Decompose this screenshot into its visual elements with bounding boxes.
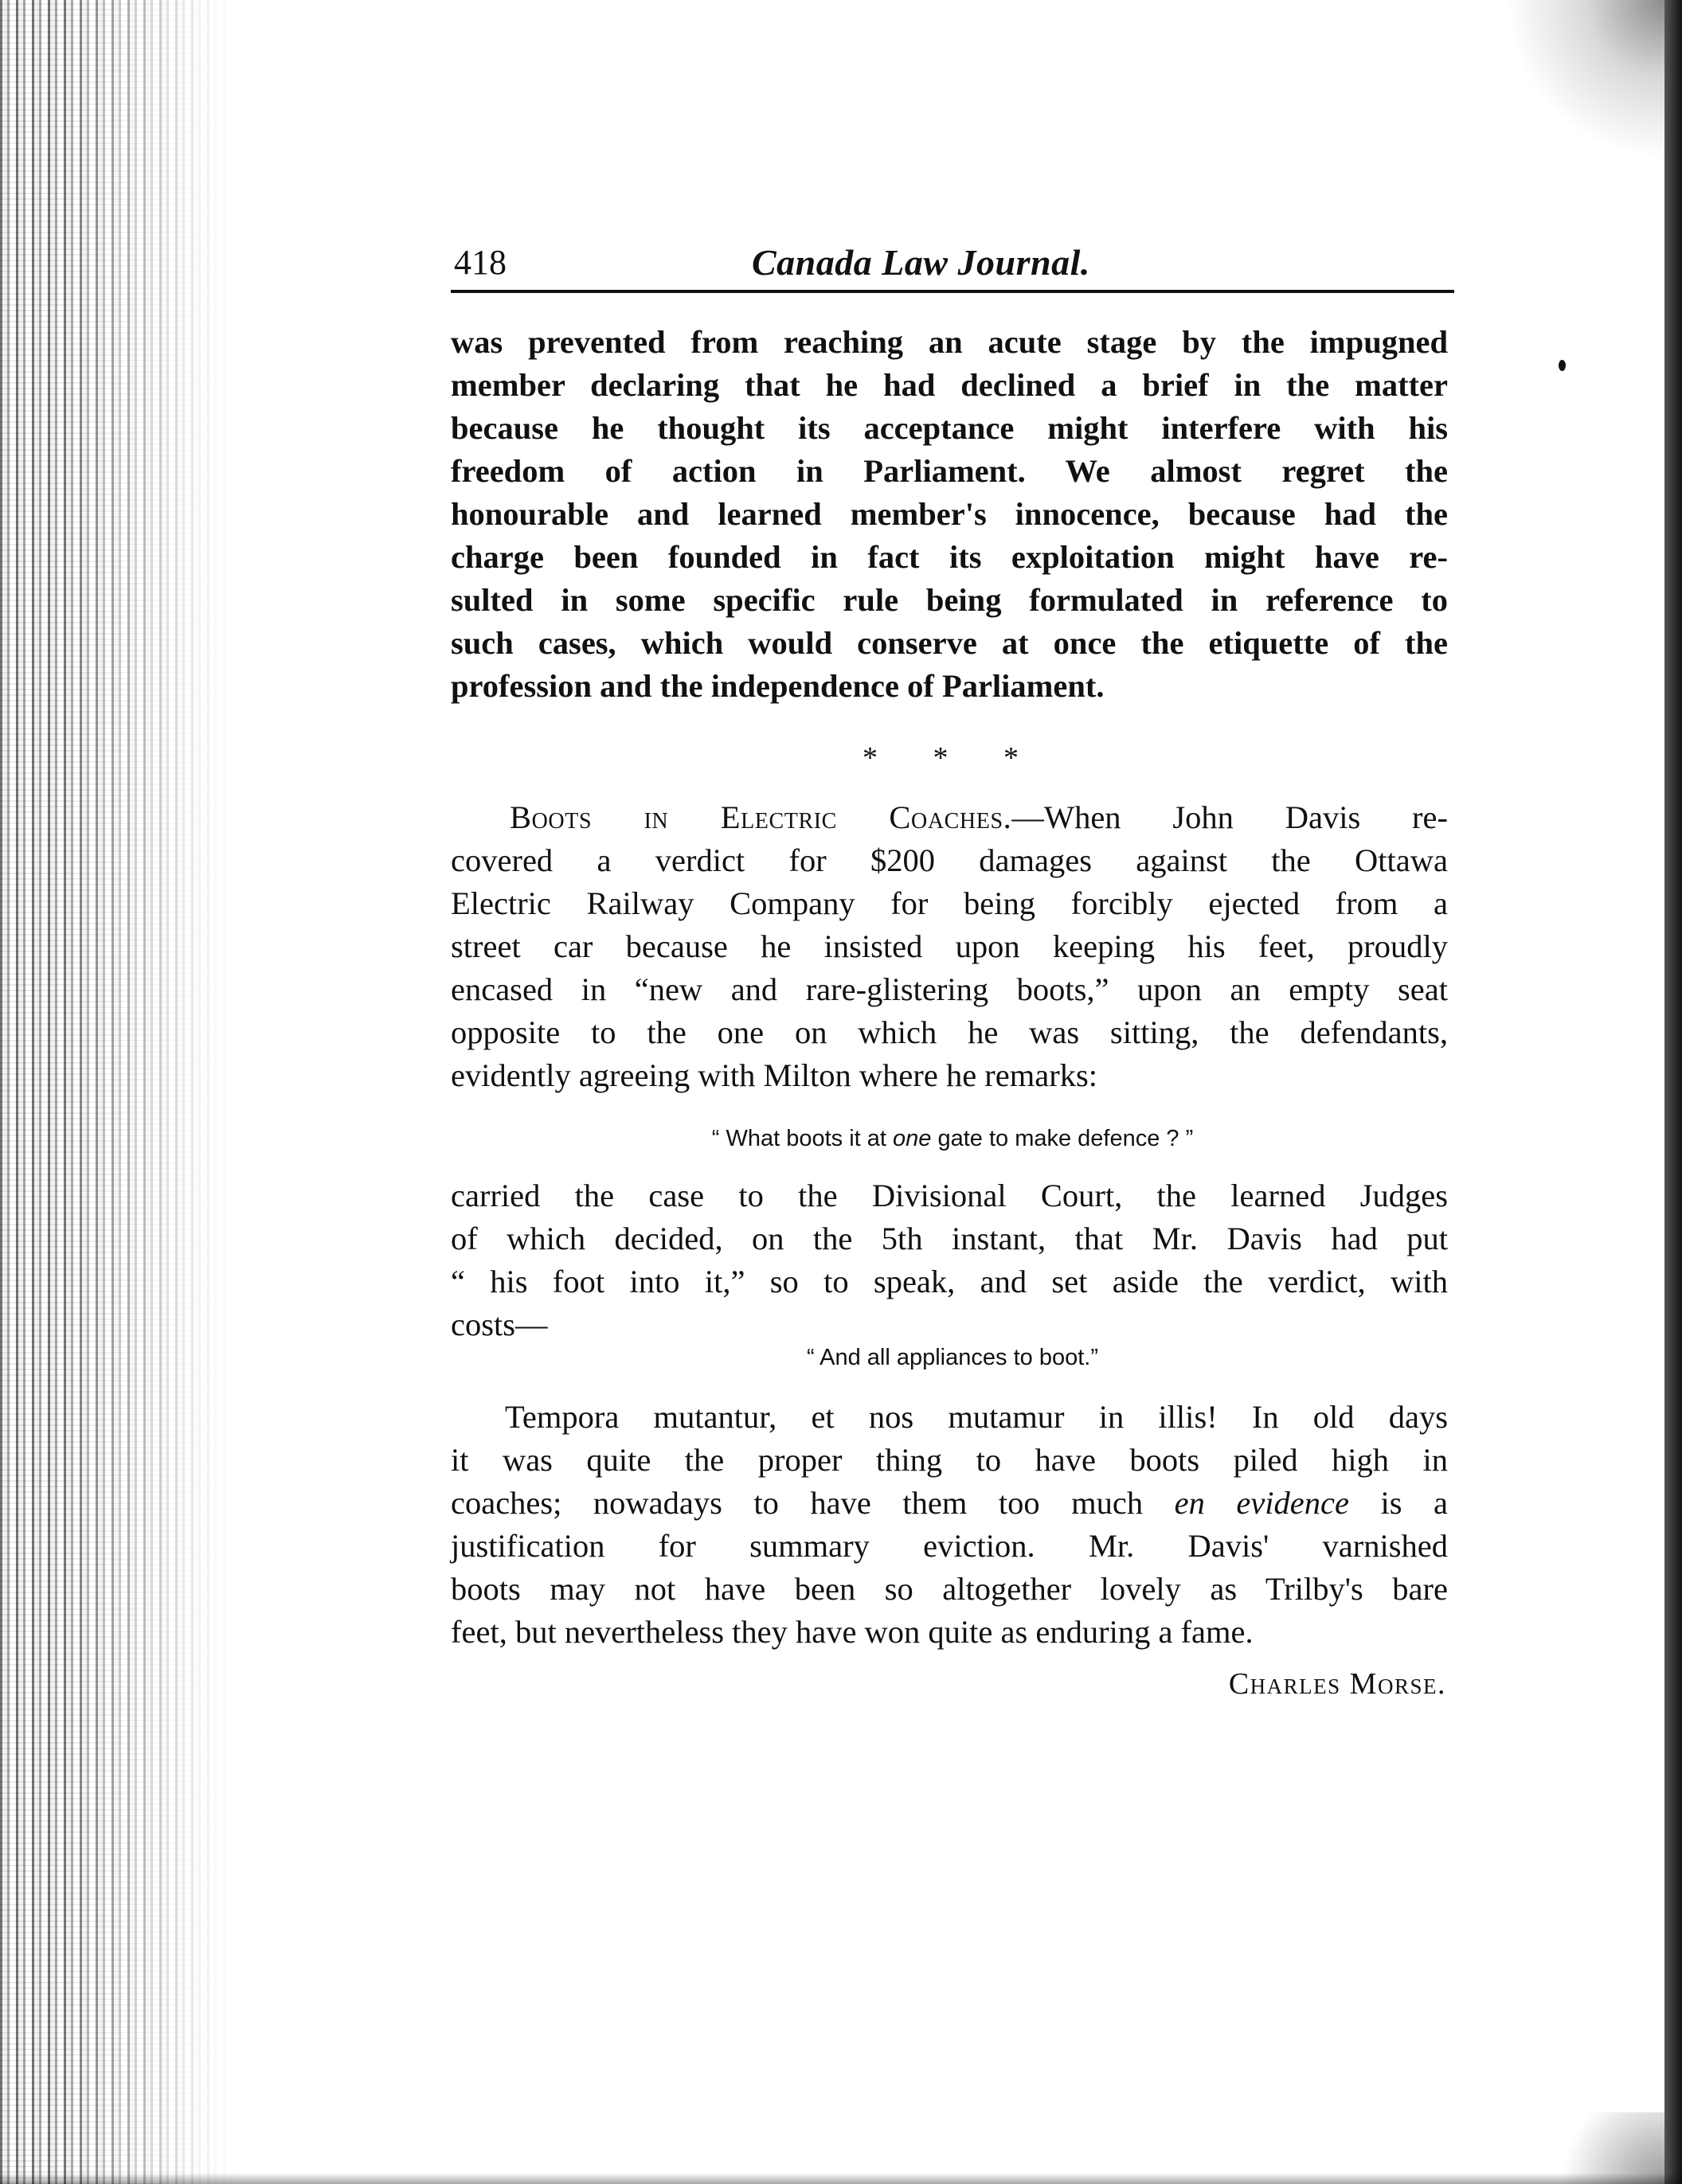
text-line: boots may not have been so altogether lovely as Trilby's bare <box>451 1571 1448 1607</box>
scan-right-edge <box>1664 0 1682 2184</box>
text-line: freedom of action in Parliament. We almost regret the <box>451 453 1448 489</box>
text-line <box>451 796 1448 839</box>
text-line: evidently agreeing with Milton where he remarks: <box>451 1057 1097 1093</box>
text-line: “ his foot into it,” so to speak, and set aside the verdict, with <box>451 1264 1448 1299</box>
text-line: opposite to the one on which he was sitting, the defendants, <box>451 1014 1448 1050</box>
text-line: sulted in some specific rule being formulated in reference to <box>451 582 1448 618</box>
section-separator: * * * <box>863 741 1042 775</box>
quote-text: “ What boots it at <box>711 1126 893 1151</box>
text-line: charge been founded in fact its exploitation might have re- <box>451 539 1448 575</box>
text-line: of which decided, on the 5th instant, that Mr. Davis had put <box>451 1221 1448 1256</box>
section-paragraph <box>451 796 1448 1097</box>
page-number: 418 <box>454 243 507 282</box>
text-line: carried the case to the Divisional Court, the learned Judges <box>451 1178 1448 1213</box>
text-line <box>451 1482 1448 1525</box>
quote-italic: one <box>893 1126 932 1151</box>
text-line: member declaring that he had declined a brief in the matter <box>451 367 1448 403</box>
paragraph-final <box>451 1396 1448 1654</box>
paragraph-continued <box>451 321 1448 708</box>
journal-title: Canada Law Journal. <box>752 242 1090 283</box>
closing-quote: “ And all appliances to boot.” <box>807 1345 1098 1370</box>
text-line: costs— <box>451 1307 548 1342</box>
text-line: Electric Railway Company for being forcibly ejected from a <box>451 885 1448 921</box>
text-fragment: —When John Davis re- <box>1011 799 1449 835</box>
header-rule <box>451 290 1454 293</box>
ink-speck <box>1559 360 1566 371</box>
text-line: profession and the independence of Parliament. <box>451 668 1105 704</box>
text-line: because he thought its acceptance might interfere with his <box>451 410 1448 446</box>
author-signature: Charles Morse. <box>1228 1667 1446 1701</box>
quote-text: gate to make defence ? ” <box>931 1126 1194 1151</box>
section-heading: Boots in Electric Coaches. <box>510 799 1012 835</box>
running-head <box>451 237 1454 288</box>
scan-binding-edge <box>0 0 239 2184</box>
scan-corner-shadow-top <box>1505 0 1664 159</box>
scan-bottom-edge <box>0 2173 1682 2184</box>
milton-quote <box>451 1121 1454 1156</box>
paragraph <box>451 1174 1448 1346</box>
text-line: feet, but nevertheless they have won quite as enduring a fame. <box>451 1614 1254 1650</box>
text-line: it was quite the proper thing to have boots piled high in <box>451 1442 1448 1478</box>
text-line: Tempora mutantur, et nos mutamur in illis! In old days <box>505 1399 1448 1435</box>
text-line: justification for summary eviction. Mr. Davis' varnished <box>451 1528 1448 1564</box>
text-line: was prevented from reaching an acute stage by the impugned <box>451 324 1448 360</box>
italic-phrase: en evidence <box>1174 1485 1349 1521</box>
text-fragment: is a <box>1348 1485 1448 1521</box>
text-line: honourable and learned member's innocence, because had the <box>451 496 1448 532</box>
text-line: encased in “new and rare-glistering boots,” upon an empty seat <box>451 971 1448 1007</box>
text-fragment: coaches; nowadays to have them too much <box>451 1485 1175 1521</box>
text-line: covered a verdict for $200 damages against the Ottawa <box>451 842 1448 878</box>
text-line: street car because he insisted upon keeping his feet, proudly <box>451 928 1448 964</box>
text-line: such cases, which would conserve at once the etiquette of the <box>451 625 1448 661</box>
